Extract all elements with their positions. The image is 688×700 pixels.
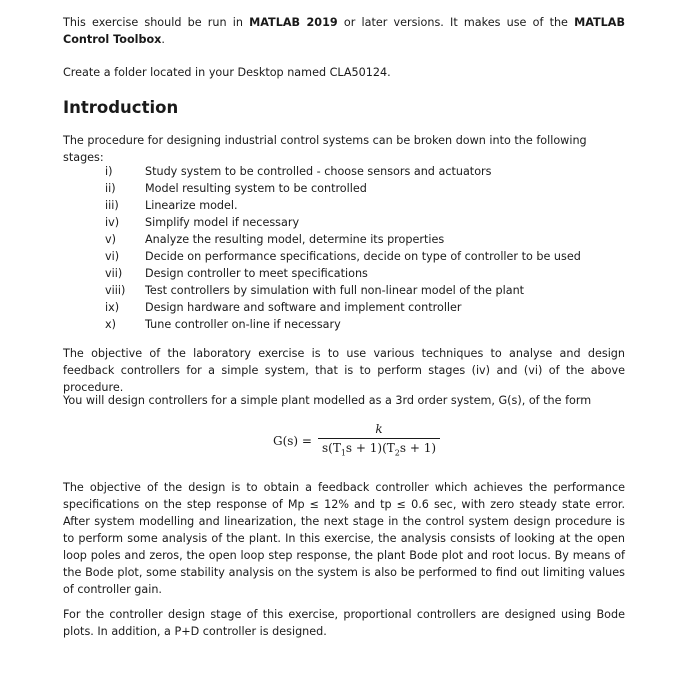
stage-item: [105, 248, 581, 265]
stage-number: x): [105, 318, 116, 331]
stage-text: Model resulting system to be controlled: [145, 182, 367, 195]
stage-item: [105, 299, 581, 316]
den-subscript-2: 2: [394, 448, 400, 458]
stage-number: i): [105, 165, 113, 178]
stage-text: Test controllers by simulation with full non-linear model of the plant: [145, 284, 525, 297]
procedure-intro: The procedure for designing industrial control systems can be broken down into the following stages:: [63, 134, 587, 164]
stage-number: ii): [105, 182, 116, 195]
stage-item: [105, 180, 581, 197]
den-subscript-1: 1: [340, 448, 346, 458]
formula-fraction: [318, 422, 440, 460]
notice-text-2: or later versions. It makes use of the: [337, 16, 575, 29]
stage-text: Study system to be controlled - choose sensors and actuators: [145, 165, 492, 178]
stage-item: [105, 265, 581, 282]
notice-bold-matlab-version: MATLAB 2019: [249, 16, 338, 29]
stage-text: Linearize model.: [145, 199, 238, 212]
stage-item: [105, 214, 581, 231]
design-stages-list: [105, 163, 581, 333]
den-part-b: s + 1)(T: [345, 441, 395, 455]
stage-number: iv): [105, 216, 120, 229]
stage-number: vii): [105, 267, 123, 280]
stage-text: Analyze the resulting model, determine its properties: [145, 233, 445, 246]
stage-text: Simplify model if necessary: [145, 216, 300, 229]
notice-bold-toolbox: MATLAB Control Toolbox: [63, 16, 625, 46]
stage-text: Decide on performance specifications, decide on type of controller to be used: [145, 250, 581, 263]
stage-item: [105, 163, 581, 180]
stage-item: [105, 316, 581, 333]
plant-intro: You will design controllers for a simple plant modelled as a 3rd order system, G(s), of the form: [63, 394, 592, 407]
stage-text: Design controller to meet specifications: [145, 267, 368, 280]
stage-number: ix): [105, 301, 120, 314]
design-objective: The objective of the design is to obtain a feedback controller which achieves the performance specifications on the step response of Mp ≤ 12% and tp ≤ 0.6 sec, with zero steady state error. After system modelling and linearization, the next stage in the control system design procedure is to perform some analysis of the plant. In this exercise, the analysis consists of looking at the open loop poles and zeros, the open loop step response, the plant Bode plot and root locus. By means of the Bode plot, some stability analysis on the system is also be performed to find out limiting values of controller gain.: [63, 481, 625, 596]
folder-instruction: Create a folder located in your Desktop named CLA50124.: [63, 66, 391, 79]
stage-item: [105, 231, 581, 248]
formula-numerator: k: [375, 422, 383, 436]
stage-number: vi): [105, 250, 120, 263]
stage-text: Design hardware and software and implement controller: [145, 301, 462, 314]
den-part-a: s(T: [321, 441, 341, 455]
controller-design-stage: For the controller design stage of this exercise, proportional controllers are designed using Bode plots. In addition, a P+D controller is designed.: [63, 608, 625, 638]
transfer-function-formula: [273, 422, 440, 460]
stage-text: Tune controller on-line if necessary: [145, 318, 341, 331]
formula-denominator: [318, 438, 440, 460]
stage-number: v): [105, 233, 116, 246]
matlab-version-notice: [63, 14, 625, 48]
den-part-c: s + 1): [399, 441, 437, 455]
notice-text-1: This exercise should be run in: [63, 16, 250, 29]
formula-lhs: G(s) =: [273, 434, 312, 449]
stage-item: [105, 282, 581, 299]
stage-number: iii): [105, 199, 119, 212]
stage-number: viii): [105, 284, 126, 297]
notice-text-3: .: [161, 33, 165, 46]
lab-objective: The objective of the laboratory exercise is to use various techniques to analyse and design feedback controllers for a simple system, that is to perform stages (iv) and (vi) of the above procedure.: [63, 347, 625, 394]
section-heading-introduction: Introduction: [63, 98, 179, 117]
stage-item: [105, 197, 581, 214]
